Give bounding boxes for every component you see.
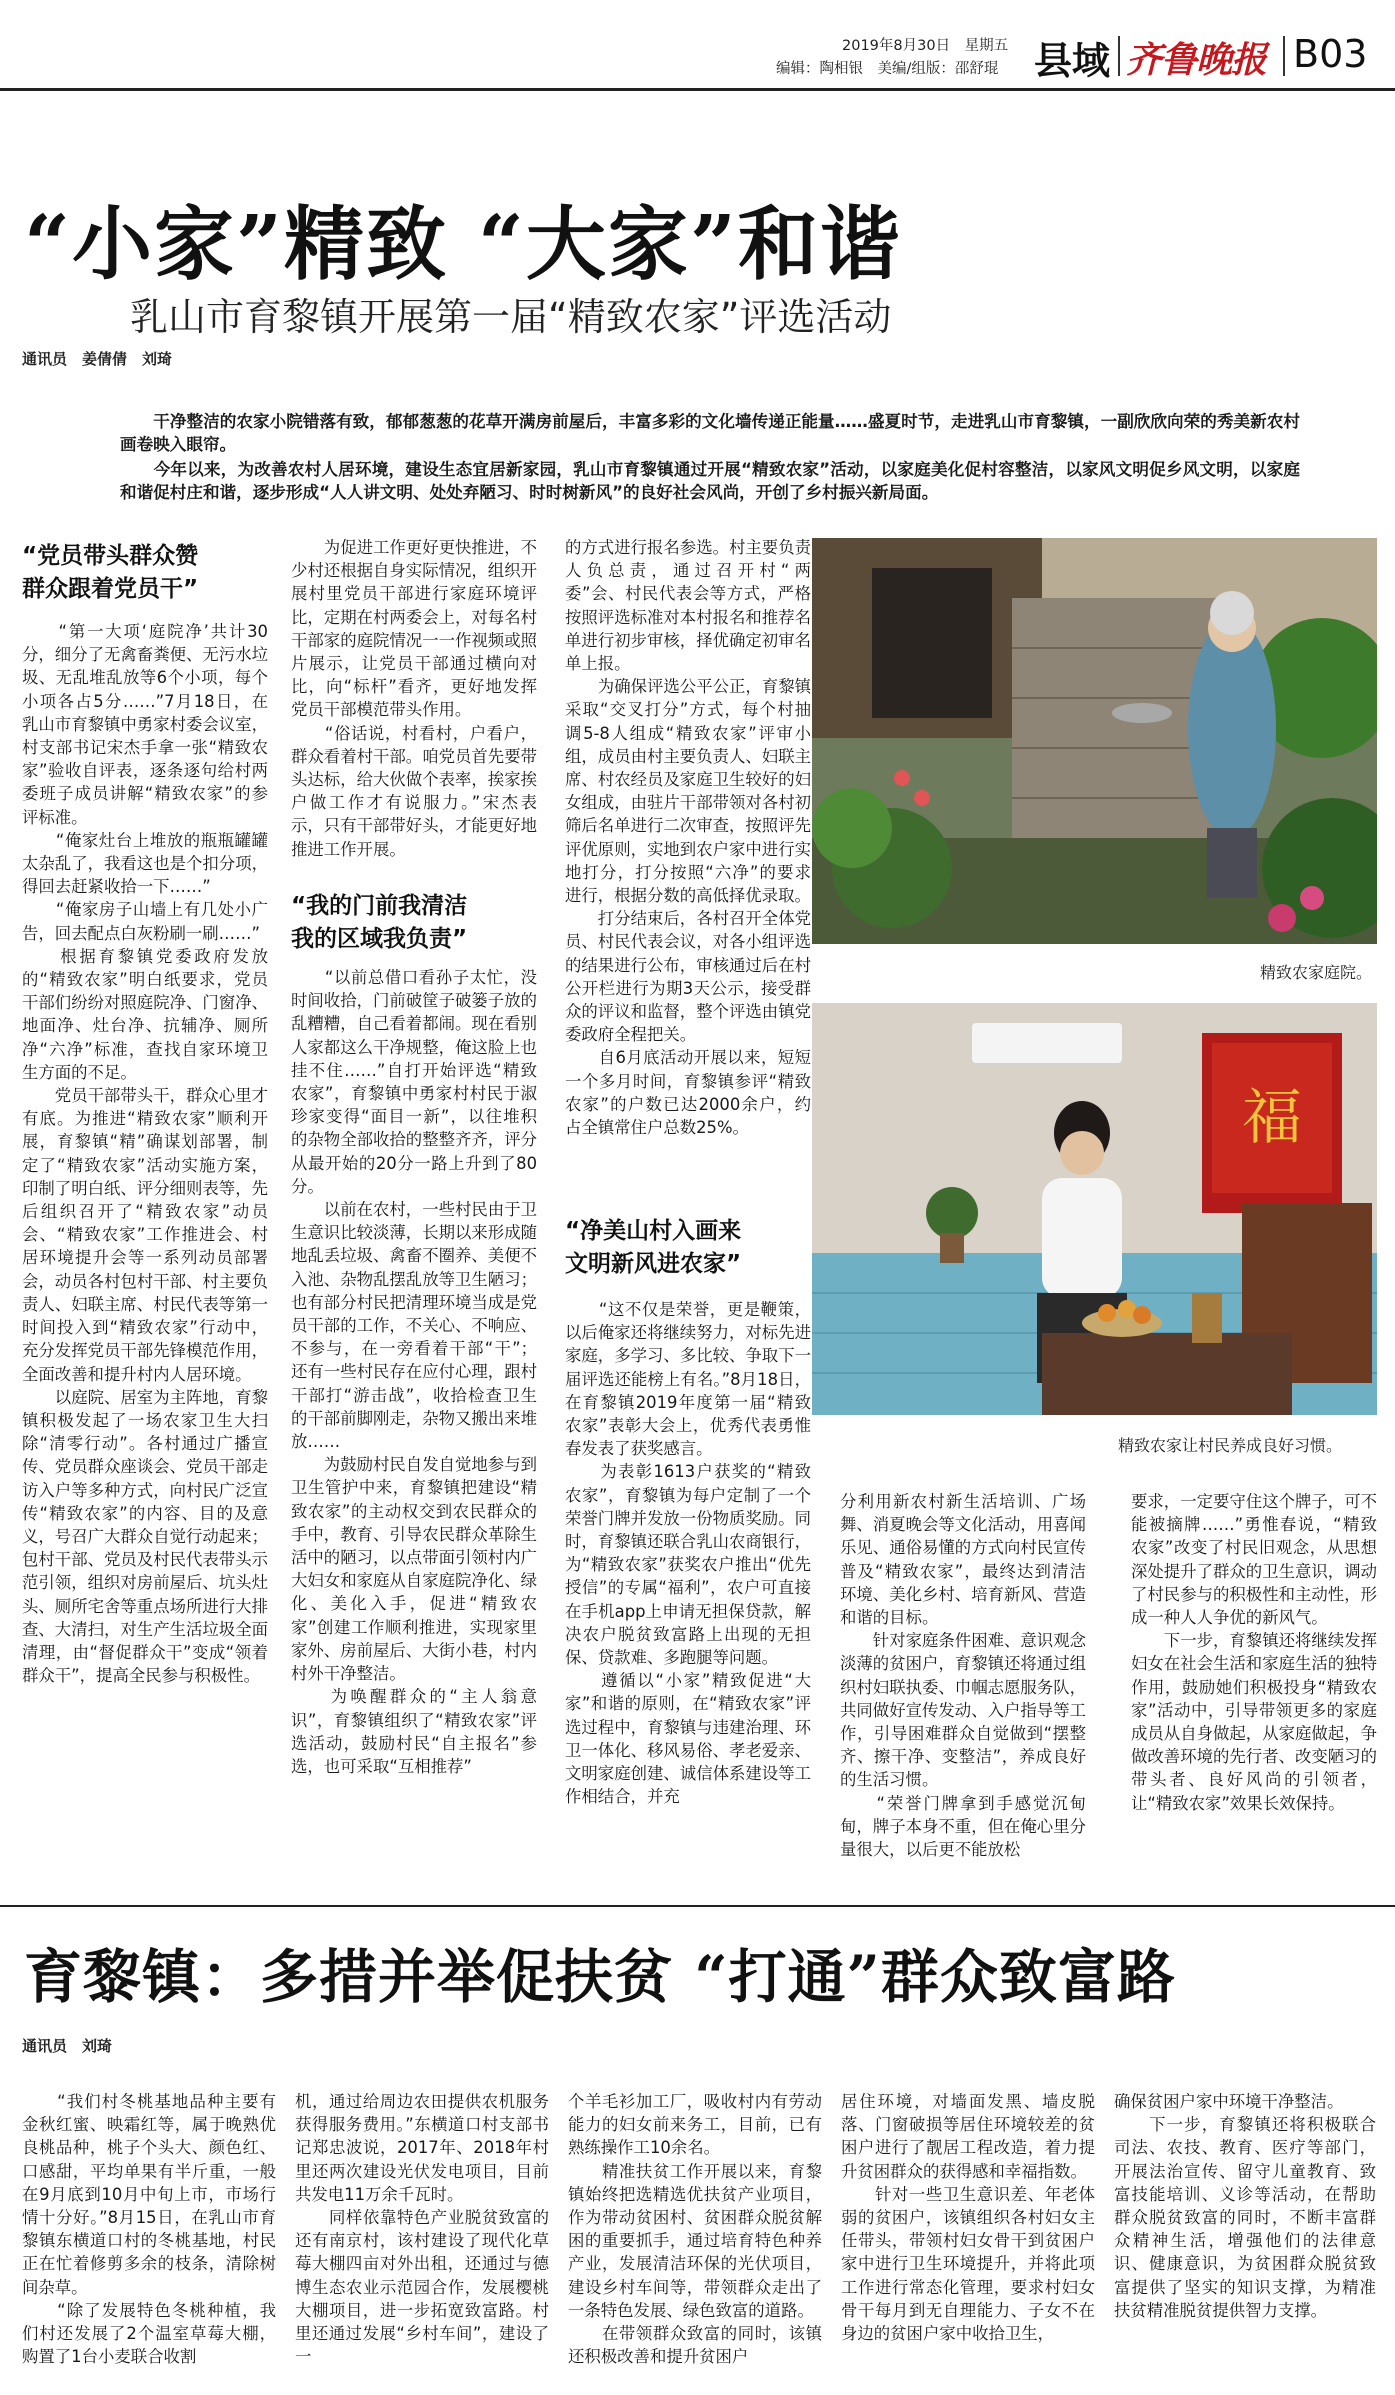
article2-col3: 个羊毛衫加工厂，吸收村内有劳动能力的妇女前来务工，目前，已有熟练操作工10余名。 精准扶贫工作开展以来，育黎镇始终把选精选优扶贫产业项目，作为带动贫困村、贫困群众脱贫解困的重要抓手，通过培育特色种养产业，发展清洁环保的光伏项目，建设乡村车间等，带领群众走出了一条特色发展、绿色致富的道路。 在带领群众致富的同时，该镇还积极改善和提升贫困户 bbox=[568, 2092, 822, 2367]
article2-col1: “我们村冬桃基地品种主要有金秋红蜜、映霜红等，属于晚熟优良桃品种，桃子个头大、颜色红、口感甜，平均单果有半斤重，一般在9月底到10月中旬上市，市场行情十分好。”8月15日，在乳山市育黎镇东横道口村的冬桃基地，村民正在忙着修剪多余的枝条，清除树间杂草。 “除了发展特色冬桃种植，我们村还发展了2个温室草莓大棚，购置了1台小麦联合收割 bbox=[22, 2092, 276, 2367]
header-section: 县域 bbox=[1034, 38, 1111, 83]
fu-banner-char: 福 bbox=[1242, 1083, 1302, 1153]
article1-title: “小家”精致 “大家”和谐 bbox=[24, 197, 902, 291]
header-divider-2 bbox=[1283, 36, 1285, 76]
article1-col4-body: 分利用新农村新生活培训、广场舞、消夏晚会等文化活动，用喜闻乐见、通俗易懂的方式向村民宣传普及“精致农家”，最终达到清洁环境、美化乡村、培育新风、营造和谐的目标。 针对家庭条件困难、意识观念淡薄的贫困户，育黎镇还将通过组织村妇联执委、巾帼志愿服务队，共同做好宣传发动、入户指导等工作，引导困难群众自觉做到“摆整齐、擦干净、变整洁”，养成良好的生活习惯。 “荣誉门牌拿到手感觉沉甸甸，牌子本身不重，但在俺心里分量很大，以后更不能放松 bbox=[840, 1492, 1086, 1860]
header-date: 2019年8月30日 星期五 bbox=[842, 38, 1009, 54]
article1-lead-2: 今年以来，为改善农村人居环境，建设生态宜居新家园，乳山市育黎镇通过开展“精致农家”活动，以家庭美化促村容整洁，以家风文明促乡风文明，以家庭和谐促村庄和谐，逐步形成“人人讲文明、处处弃陋习、时时树新风”的良好社会风尚，开创了乡村振兴新局面。 bbox=[120, 460, 1300, 503]
header-editors: 编辑：陶相银 美编/组版：邵舒琨 bbox=[776, 61, 999, 77]
article1-lead-1: 干净整洁的农家小院错落有致，郁郁葱葱的花草开满房前屋后，丰富多彩的文化墙传递正能量……盛夏时节，走进乳山市育黎镇，一副欣欣向荣的秀美新农村画卷映入眼帘。 bbox=[120, 412, 1300, 455]
article2-title: 育黎镇：多措并举促扶贫 “打通”群众致富路 bbox=[24, 1943, 1176, 2011]
article1-byline: 通讯员 姜倩倩 刘琦 bbox=[22, 350, 173, 368]
article2-rule bbox=[0, 1905, 1395, 1907]
article1-col2-body-b: “以前总借口看孙子太忙，没时间收拾，门前破筐子破篓子放的乱糟糟，自己看着都闹。现在看别人家都这么干净规整，俺这脸上也挂不住……”自打开始评选“精致农家”，育黎镇中勇家村村民于淑珍家变得“面目一新”，以往堆积的杂物全部收拾的整整齐齐，评分从最开始的20分一路上升到了80分。 以前在农村，一些村民由于卫生意识比较淡薄，长期以来形成随地乱丢垃圾、禽畜不圈养、美便不入池、杂物乱摆乱放等卫生陋习；也有部分村民把清理环境当成是党员干部的工作，不关心、不响应、不参与，在一旁看着干部“干”；还有一些村民存在应付心理，跟村干部打“游击战”，收拾检查卫生的干部前脚刚走，杂物又搬出来堆放…… 为鼓励村民自发自觉地参与到卫生管护中来，育黎镇把建设“精致农家”的主动权交到农民群众的手中，教育、引导农民群众革除生活中的陋习，以点带面引领村内广大妇女和家庭从自家庭院净化、绿化、美化入手，促进“精致农家”创建工作顺利推进，实现家里家外、房前屋后、大街小巷，村内村外干净整洁。 为唤醒群众的“主人翁意识”，育黎镇组织了“精致农家”评选活动，鼓励村民“自主报名”参选，也可采取“互相推荐” bbox=[291, 968, 537, 1776]
article1-heading-2: “我的门前我清洁 我的区域我负责” bbox=[291, 893, 468, 952]
courtyard-photo bbox=[812, 538, 1377, 944]
article2-byline: 通讯员 刘琦 bbox=[22, 2037, 113, 2055]
article1-col2-body-a: 为促进工作更好更快推进，不少村还根据自身实际情况，组织开展村里党员干部进行家庭环境评比，定期在村两委会上，对每名村干部家的庭院情况一一作视频或照片展示，让党员干部通过横向对比，向“标杆”看齐，更好地发挥党员干部模范带头作用。 “俗话说，村看村，户看户，群众看着村干部。咱党员首先要带头达标，给大伙做个表率，挨家挨户做工作才有说服力。”宋杰表示，只有干部带好头，才能更好地推进工作开展。 bbox=[291, 538, 537, 859]
article1-col3-body-b: “这不仅是荣誉，更是鞭策，以后俺家还将继续努力，对标先进家庭，多学习、多比较、争取下一届评选还能榜上有名。”8月18日，在育黎镇2019年度第一届“精致农家”表彰大会上，优秀代表勇惟春发表了获奖感言。 为表彰1613户获奖的“精致农家”，育黎镇为每户定制了一个荣誉门牌并发放一份物质奖励。同时，育黎镇还联合乳山农商银行，为“精致农家”获奖农户推出“优先授信”的专属“福利”，农户可直接在手机app上申请无担保贷款，解决农户脱贫致富路上出现的无担保、贷款难、多跑腿等问题。 遵循以“小家”精致促进“大家”和谐的原则，在“精致农家”评选过程中，育黎镇与违建治理、环卫一体化、移风易俗、孝老爱亲、文明家庭创建、诚信体系建设等工作相结合，并充 bbox=[565, 1300, 811, 1807]
header-rule bbox=[0, 88, 1395, 91]
article2-col4: 居住环境，对墙面发黑、墙皮脱落、门窗破损等居住环境较差的贫困户进行了靓居工程改造，着力提升贫困群众的获得感和幸福指数。 针对一些卫生意识差、年老体弱的贫困户，该镇组织各村妇女主任带头，带领村妇女骨干到贫困户家中进行卫生环境提升，并将此项工作进行常态化管理，要求村妇女骨干每月到无自理能力、子女不在身边的贫困户家中收拾卫生， bbox=[841, 2092, 1095, 2344]
article1-col3-body-a: 的方式进行报名参选。村主要负责人负总责，通过召开村“两委”会、村民代表会等方式，严格按照评选标准对本村报名和推荐名单进行初步审核，择优确定初审名单上报。 为确保评选公平公正，育黎镇采取“交叉打分”方式，每个村抽调5-8人组成“精致农家”评审小组，成员由村主要负责人、妇联主席、村农经员及家庭卫生较好的妇女组成，由驻片干部带领对各村初筛后名单进行二次审查，按照评先评优原则，实地到农户家中进行实地打分，打分按照“六净”的要求进行，根据分数的高低择优录取。 打分结束后，各村召开全体党员、村民代表会议，对各小组评选的结果进行公布，审核通过后在村公开栏进行为期3天公示，接受群众的评议和监督，整个评选由镇党委政府全程把关。 自6月底活动开展以来，短短一个多月时间，育黎镇参评“精致农家”的户数已达2000余户，约占全镇常住户总数25%。 bbox=[565, 538, 811, 1138]
article1-col5-body: 要求，一定要守住这个牌子，可不能被摘牌……”勇惟春说，“精致农家”改变了村民旧观念，从思想深处提升了群众的卫生意识，调动了村民参与的积极性和主动性，形成一种人人争优的新风气。 下一步，育黎镇还将继续发挥妇女在社会生活和家庭生活的独特作用，鼓励她们积极投身“精致农家”活动中，引导带领更多的家庭成员从自身做起，从家庭做起，争做改善环境的先行者、改变陋习的带头者、良好风尚的引领者，让“精致农家”效果长效保持。 bbox=[1131, 1492, 1377, 1813]
photo2-caption: 精致农家让村民养成良好习惯。 bbox=[1118, 1436, 1343, 1455]
header-divider-1 bbox=[1118, 36, 1120, 76]
photo1-caption: 精致农家庭院。 bbox=[1260, 963, 1373, 982]
header-page-number: B03 bbox=[1293, 32, 1368, 76]
article1-heading-3: “净美山村入画来 文明新风进农家” bbox=[565, 1218, 742, 1277]
article2-col2: 机，通过给周边农田提供农机服务获得服务费用。”东横道口村支部书记郑忠波说，2017年、2018年村里还两次建设光伏发电项目，目前共发电11万余千瓦时。 同样依靠特色产业脱贫致富的还有南京村，该村建设了现代化草莓大棚四亩对外出租，还通过与德博生态农业示范园合作，发展樱桃大棚项目，进一步拓宽致富路。村里还通过发展“乡村车间”，建设了一 bbox=[295, 2092, 549, 2367]
header-paper-logo: 齐鲁晚报 bbox=[1126, 39, 1267, 81]
article2-col5: 确保贫困户家中环境干净整洁。 下一步，育黎镇还将积极联合司法、农技、教育、医疗等部门，开展法治宣传、留守儿童教育、致富技能培训、义诊等活动，在帮助群众脱贫致富的同时，不断丰富群众精神生活，增强他们的法律意识、健康意识，为贫困群众脱贫致富提供了坚实的知识支撑，为精准扶贫精准脱贫提供智力支撑。 bbox=[1114, 2092, 1376, 2320]
kitchen-photo bbox=[812, 1003, 1377, 1415]
article1-col1-body: “第一大项‘庭院净’共计30分，细分了无禽畜粪便、无污水垃圾、无乱堆乱放等6个小项，每个小项各占5分……”7月18日，在乳山市育黎镇中勇家村委会议室，村支部书记宋杰手拿一张“精致农家”验收自评表，逐条逐句给村两委班子成员讲解“精致农家”的参评标准。 “俺家灶台上堆放的瓶瓶罐罐太杂乱了，我看这也是个扣分项，得回去赶紧收拾一下……” “俺家房子山墙上有几处小广告，回去配点白灰粉刷一刷……” 根据育黎镇党委政府发放的“精致农家”明白纸要求，党员干部们纷纷对照庭院净、门窗净、地面净、灶台净、抗辅净、厕所净“六净”标准，查找自家环境卫生方面的不足。 党员干部带头干，群众心里才有底。为推进“精致农家”顺利开展，育黎镇“精”确谋划部署，制定了“精致农家”活动实施方案，印制了明白纸、评分细则表等，先后组织召开了“精致农家”动员会、“精致农家”工作推进会、村居环境提升会等一系列动员部署会，动员各村包村干部、村主要负责人、妇联主席、村民代表等第一时间投入到“精致农家”行动中，充分发挥党员干部先锋模范作用，全面改善和提升村内人居环境。 以庭院、居室为主阵地，育黎镇积极发起了一场农家卫生大扫除“清零行动”。各村通过广播宣传、党员群众座谈会、党员干部走访入户等多种方式，向村民广泛宣传“精致农家”的内容、目的及意义，号召广大群众自觉行动起来；包村干部、党员及村民代表带头示范引领，组织对房前屋后、坑头灶头、厕所宅舍等重点场所进行大排查、大清扫，对生产生活垃圾全面清理，由“督促群众干”变成“领着群众干”，提高全民参与积极性。 bbox=[22, 622, 268, 1686]
article1-heading-1: “党员带头群众赞 群众跟着党员干” bbox=[22, 543, 199, 602]
article1-subtitle: 乳山市育黎镇开展第一届“精致农家”评选活动 bbox=[130, 295, 892, 339]
